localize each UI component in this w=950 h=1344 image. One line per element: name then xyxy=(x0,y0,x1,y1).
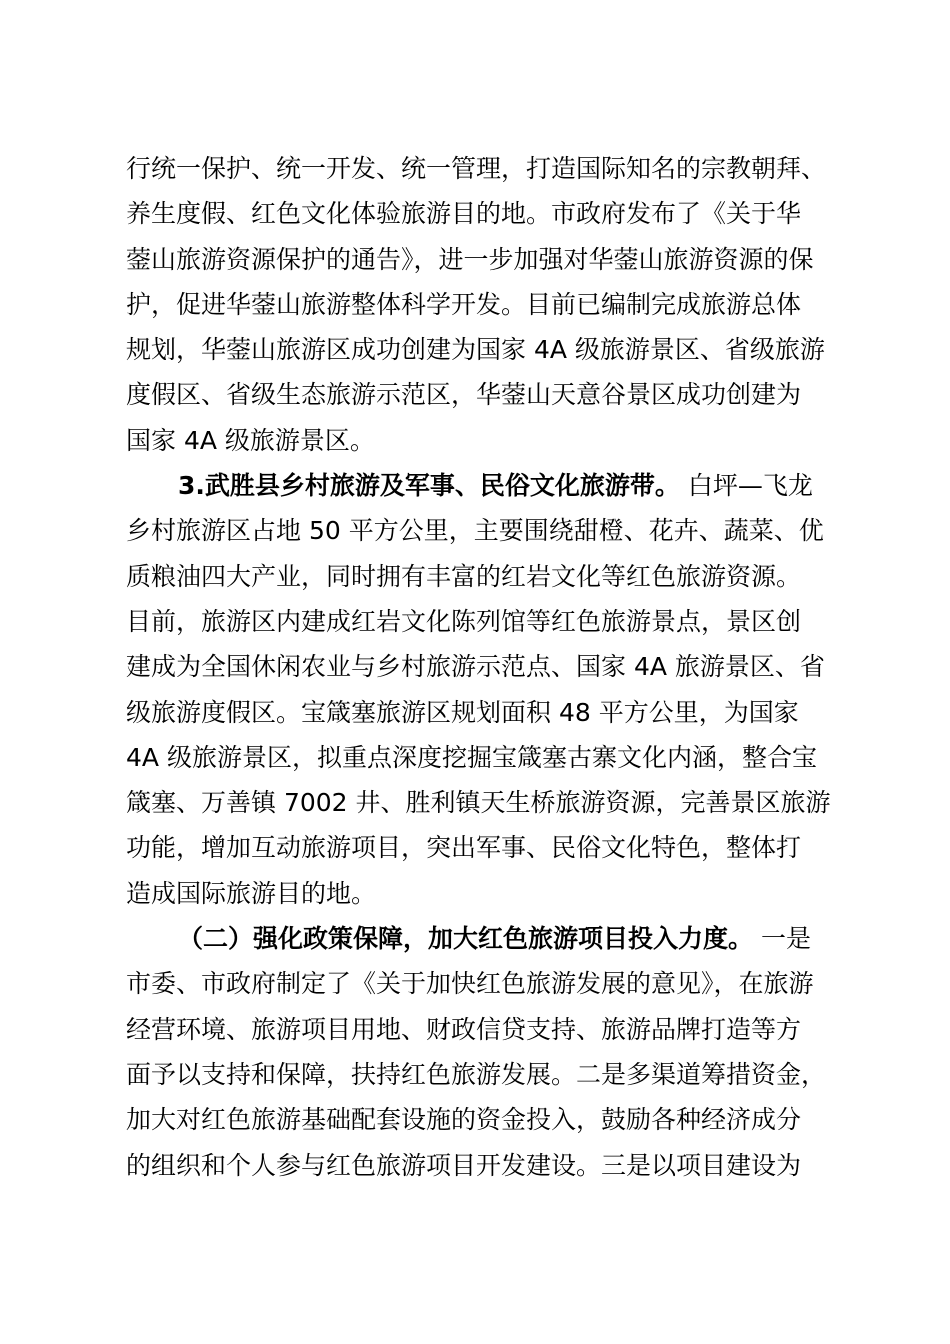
document-body xyxy=(126,146,836,1188)
text-line: 4A 级旅游景区，拟重点深度挖掘宝箴塞古寨文化内涵，整合宝 xyxy=(126,742,817,772)
text-line: 经营环境、旅游项目用地、财政信贷支持、旅游品牌打造等方 xyxy=(126,1014,802,1044)
text-line: 护，促进华蓥山旅游整体科学开发。目前已编制完成旅游总体 xyxy=(126,289,802,319)
text-line: 行统一保护、统一开发、统一管理，打造国际知名的宗教朝拜、 xyxy=(126,154,827,183)
text-line: 乡村旅游区占地 50 平方公里，主要围绕甜橙、花卉、蔬菜、优 xyxy=(126,516,824,546)
text-line: 加大对红色旅游基础配套设施的资金投入，鼓励各种经济成分 xyxy=(126,1105,802,1135)
section-3-first-line-text: 白坪—飞龙 xyxy=(679,471,813,501)
text-line: 建成为全国休闲农业与乡村旅游示范点、国家 4A 旅游景区、省 xyxy=(126,652,825,682)
text-line: 箴塞、万善镇 7002 井、胜利镇天生桥旅游资源，完善景区旅游 xyxy=(126,788,831,818)
text-line: 级旅游度假区。宝箴塞旅游区规划面积 48 平方公里，为国家 xyxy=(126,697,799,727)
text-line: 规划，华蓥山旅游区成功创建为国家 4A 级旅游景区、省级旅游 xyxy=(126,335,825,365)
text-line: 国家 4A 级旅游景区。 xyxy=(126,425,375,455)
text-line: 造成国际旅游目的地。 xyxy=(126,878,377,908)
section-3-heading: 3.武胜县乡村旅游及军事、民俗文化旅游带。 xyxy=(178,471,680,501)
section-3-first-line xyxy=(126,463,836,508)
text-line: 的组织和个人参与红色旅游项目开发建设。三是以项目建设为 xyxy=(126,1150,802,1180)
section-2-first-line-text: 一是 xyxy=(753,924,811,954)
section-2-first-line xyxy=(126,916,836,961)
text-line: 功能，增加互动旅游项目，突出军事、民俗文化特色，整体打 xyxy=(126,833,802,863)
section-2-heading: （二）强化政策保障，加大红色旅游项目投入力度。 xyxy=(178,924,754,954)
text-line: 度假区、省级生态旅游示范区，华蓥山天意谷景区成功创建为 xyxy=(126,380,802,410)
text-line: 面予以支持和保障，扶持红色旅游发展。二是多渠道筹措资金， xyxy=(126,1059,827,1089)
text-line: 质粮油四大产业，同时拥有丰富的红岩文化等红色旅游资源。 xyxy=(126,561,802,591)
text-line: 蓥山旅游资源保护的通告》，进一步加强对华蓥山旅游资源的保 xyxy=(126,244,814,274)
text-line: 目前，旅游区内建成红岩文化陈列馆等红色旅游景点，景区创 xyxy=(126,606,802,636)
text-line: 市委、市政府制定了《关于加快红色旅游发展的意见》，在旅游 xyxy=(126,969,814,999)
text-line: 养生度假、红色文化体验旅游目的地。市政府发布了《关于华 xyxy=(126,199,802,229)
